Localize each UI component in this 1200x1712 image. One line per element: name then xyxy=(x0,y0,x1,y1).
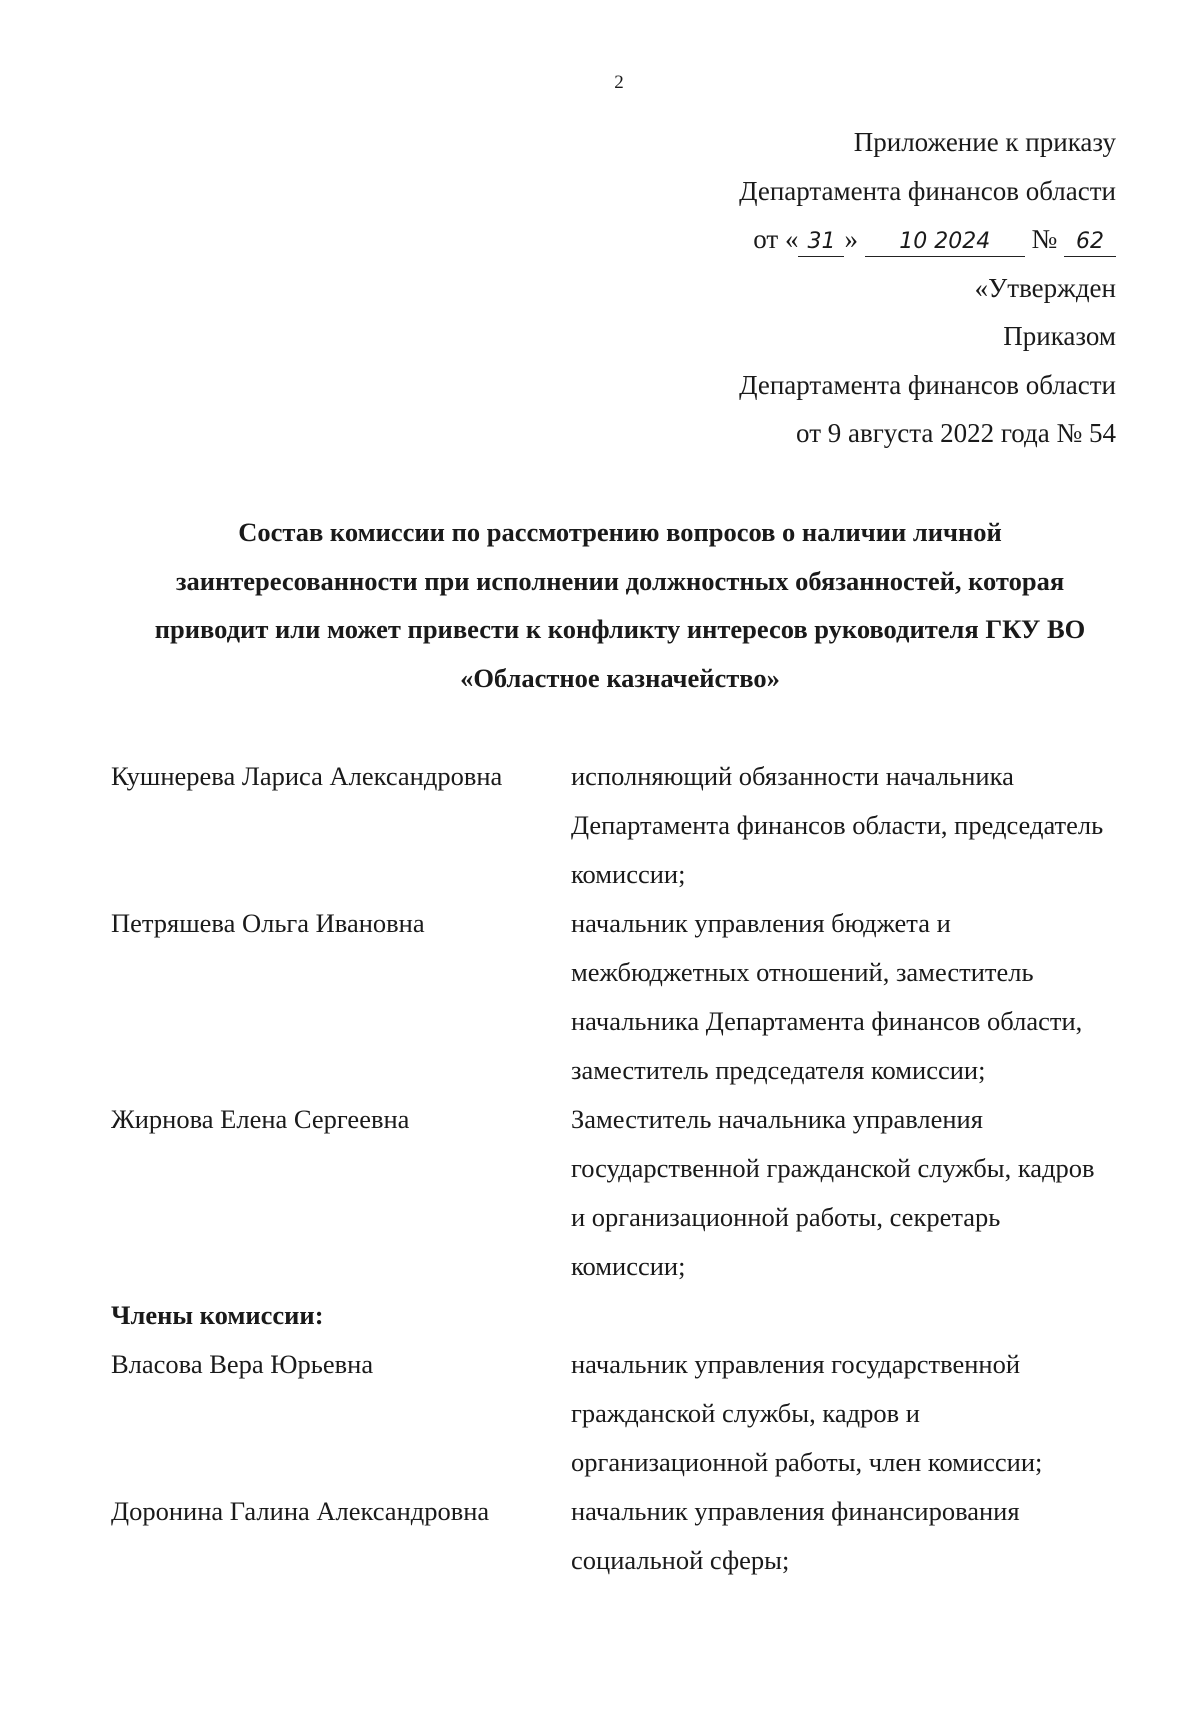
member-role xyxy=(571,899,1151,1095)
member-name: Кушнерева Лариса Александровна xyxy=(111,761,503,791)
date-mid: » xyxy=(844,224,858,254)
role-line: социальной сферы; xyxy=(571,1545,790,1575)
role-line: начальник управления финансирования xyxy=(571,1496,1020,1526)
page-number: 2 xyxy=(614,72,624,93)
member-name: Власова Вера Юрьевна xyxy=(111,1349,374,1379)
title-line-1: Состав комиссии по рассмотрению вопросов о наличии личной xyxy=(238,517,1002,547)
member-name: Жирнова Елена Сергеевна xyxy=(111,1104,410,1134)
handwritten-order-number: 62 xyxy=(1064,228,1116,257)
approved-line-1: «Утвержден xyxy=(974,272,1116,303)
role-line: гражданской службы, кадров и xyxy=(571,1398,920,1428)
title-line-2: заинтересованности при исполнении должностных обязанностей, которая xyxy=(175,565,1065,596)
member-row xyxy=(111,899,1151,1095)
role-line: организационной работы, член комиссии; xyxy=(571,1447,1043,1477)
appendix-date-line xyxy=(739,215,1116,264)
appendix-header xyxy=(739,118,1116,458)
member-role xyxy=(571,1487,1151,1585)
role-line: начальник управления бюджета и xyxy=(571,908,951,938)
role-line: комиссии; xyxy=(571,859,686,889)
member-name: Петряшева Ольга Ивановна xyxy=(111,908,425,938)
member-row xyxy=(111,1340,1151,1487)
approved-line-4: от 9 августа 2022 года № 54 xyxy=(796,418,1116,448)
role-line: исполняющий обязанности начальника xyxy=(571,761,1014,791)
member-name: Доронина Галина Александровна xyxy=(111,1496,490,1526)
role-line: Департамента финансов области, председатель xyxy=(571,810,1104,840)
approved-line-2: Приказом xyxy=(1003,321,1116,351)
member-row xyxy=(111,1095,1151,1291)
date-prefix: от « xyxy=(753,224,799,254)
role-line: начальника Департамента финансов области, xyxy=(571,1006,1083,1036)
member-role xyxy=(571,752,1151,899)
appendix-line-2: Департамента финансов области xyxy=(739,175,1116,206)
approved-line-3: Департамента финансов области xyxy=(739,369,1116,400)
role-line: Заместитель начальника управления xyxy=(571,1104,983,1134)
appendix-line-1: Приложение к приказу xyxy=(853,127,1116,157)
member-row xyxy=(111,1487,1151,1585)
member-role xyxy=(571,1095,1151,1291)
role-line: начальник управления государственной xyxy=(571,1349,1021,1379)
role-line: комиссии; xyxy=(571,1251,686,1281)
role-line: межбюджетных отношений, заместитель xyxy=(571,957,1034,987)
role-line: и организационной работы, секретарь xyxy=(571,1202,1001,1232)
number-prefix: № xyxy=(1031,224,1058,254)
title-line-3: приводит или может привести к конфликту интересов руководителя ГКУ ВО xyxy=(154,614,1086,644)
members-heading: Члены комиссии: xyxy=(111,1300,324,1330)
title-line-4: «Областное казначейство» xyxy=(460,662,780,693)
document-title xyxy=(80,508,1160,702)
role-line: заместитель председателя комиссии; xyxy=(571,1055,986,1085)
handwritten-day: 31 xyxy=(798,228,844,257)
handwritten-month-year: 10 2024 xyxy=(865,228,1025,257)
member-role xyxy=(571,1340,1151,1487)
commission-list xyxy=(111,752,1151,1585)
member-row xyxy=(111,752,1151,899)
role-line: государственной гражданской службы, кадров xyxy=(571,1153,1095,1183)
